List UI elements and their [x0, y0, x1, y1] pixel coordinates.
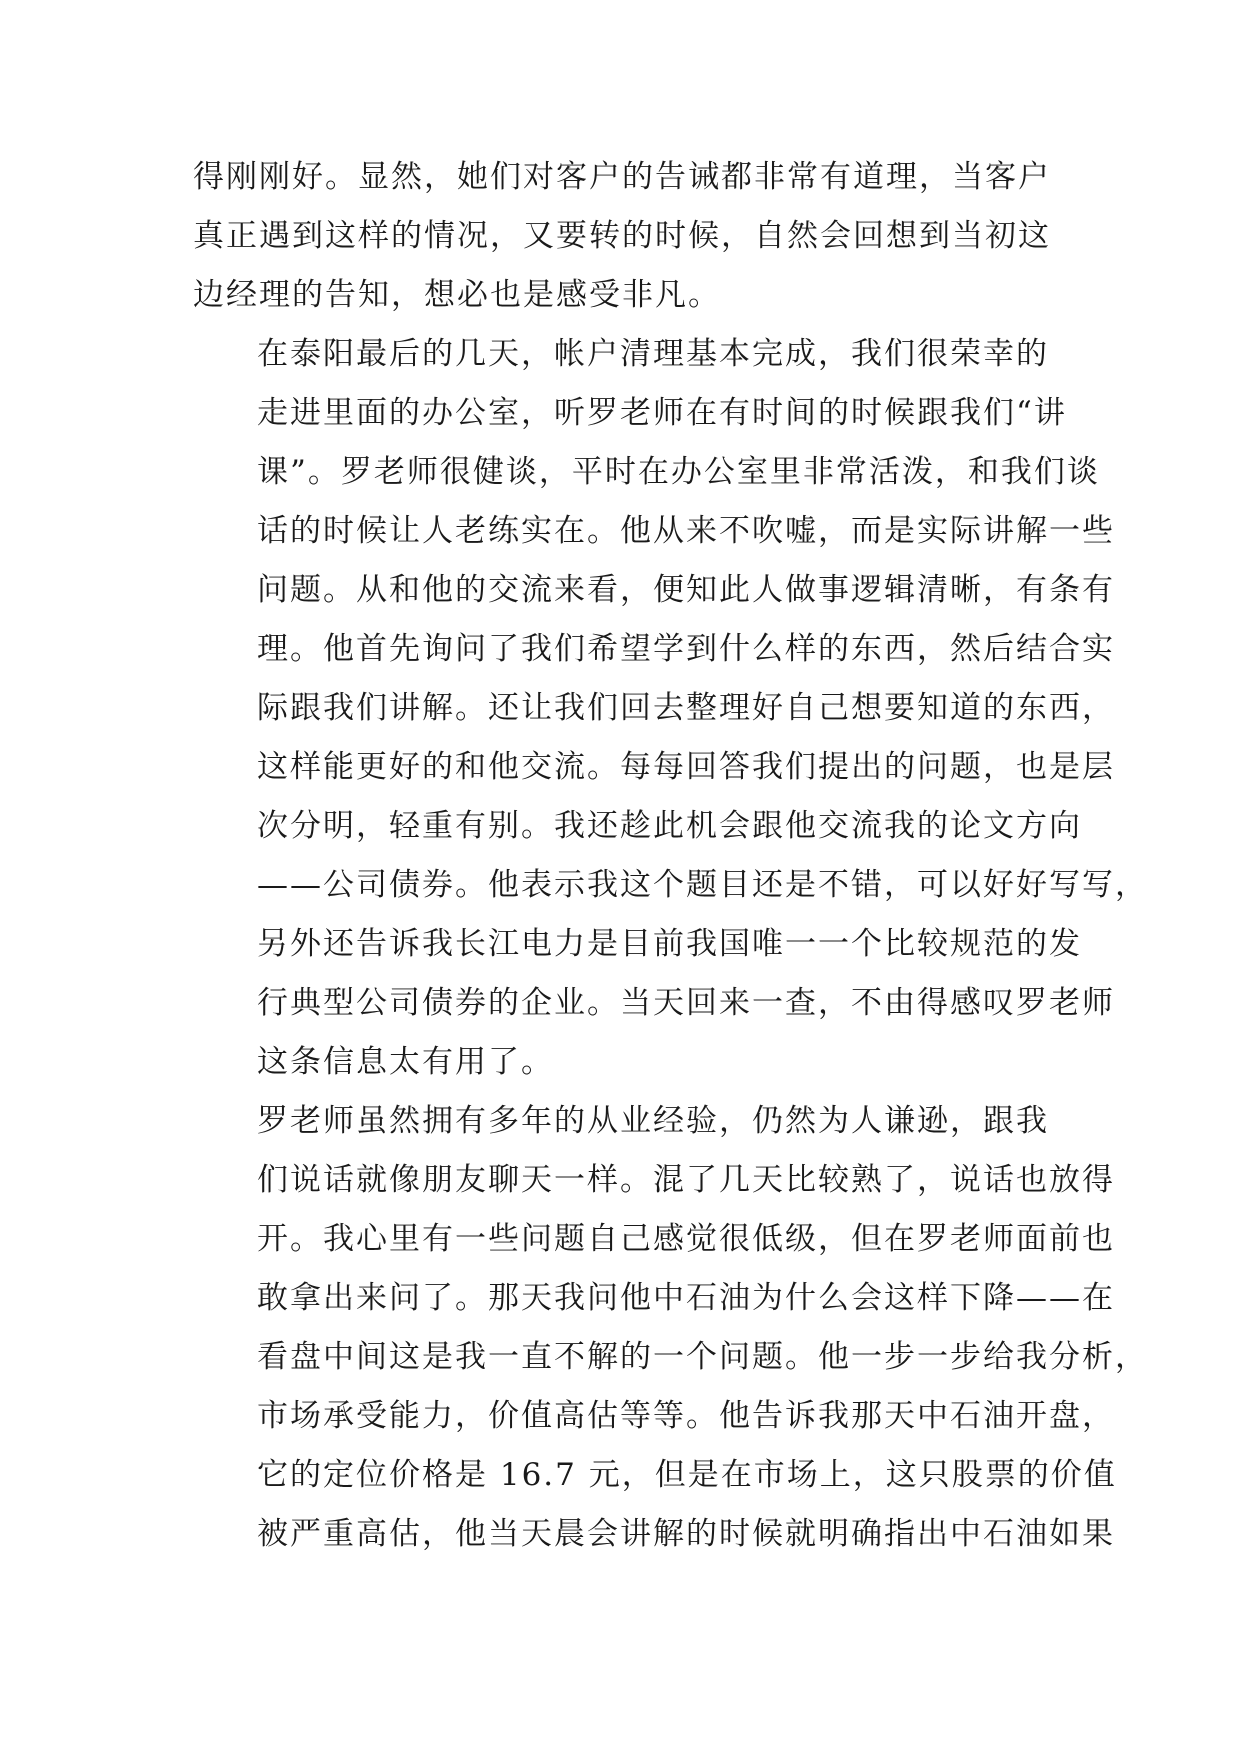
paragraph [193, 1092, 1148, 1564]
text-line: 行典型公司债券的企业。当天回来一查，不由得感叹罗老师 [257, 985, 1115, 1021]
body-text [193, 148, 1148, 1564]
text-line: 开。我心里有一些问题自己感觉很低级，但在罗老师面前也 [257, 1221, 1115, 1257]
paragraph [193, 325, 1148, 1092]
text-line: 课”。罗老师很健谈，平时在办公室里非常活泼，和我们谈 [257, 454, 1100, 490]
text-line: 在泰阳最后的几天，帐户清理基本完成，我们很荣幸的 [257, 336, 1049, 372]
text-line: 话的时候让人老练实在。他从来不吹嘘，而是实际讲解一些 [257, 513, 1115, 549]
text-line: 另外还告诉我长江电力是目前我国唯一一个比较规范的发 [257, 926, 1082, 962]
text-line: 它的定位价格是 16.7 元，但是在市场上，这只股票的价值 [257, 1457, 1117, 1493]
text-line: 看盘中间这是我一直不解的一个问题。他一步一步给我分析， [257, 1339, 1148, 1375]
text-line: 走进里面的办公室，听罗老师在有时间的时候跟我们“讲 [257, 395, 1067, 431]
text-line: 问题。从和他的交流来看，便知此人做事逻辑清晰，有条有 [257, 572, 1115, 608]
paragraph [193, 148, 1053, 325]
text-line: 边经理的告知，想必也是感受非凡。 [193, 277, 721, 313]
text-line: 们说话就像朋友聊天一样。混了几天比较熟了，说话也放得 [257, 1162, 1115, 1198]
text-line: 这样能更好的和他交流。每每回答我们提出的问题，也是层 [257, 749, 1115, 785]
text-line: 次分明，轻重有别。我还趁此机会跟他交流我的论文方向 [257, 808, 1082, 844]
text-line: 际跟我们讲解。还让我们回去整理好自己想要知道的东西， [257, 690, 1115, 726]
text-line: 真正遇到这样的情况，又要转的时候，自然会回想到当初这 [193, 218, 1051, 254]
text-line: 罗老师虽然拥有多年的从业经验，仍然为人谦逊，跟我 [257, 1103, 1049, 1139]
text-line: ——公司债券。他表示我这个题目还是不错，可以好好写写， [257, 867, 1148, 903]
text-line: 这条信息太有用了。 [257, 1044, 554, 1080]
text-line: 敢拿出来问了。那天我问他中石油为什么会这样下降——在 [257, 1280, 1115, 1316]
text-line: 得刚刚好。显然，她们对客户的告诫都非常有道理，当客户 [193, 159, 1051, 195]
text-line: 理。他首先询问了我们希望学到什么样的东西，然后结合实 [257, 631, 1115, 667]
text-line: 被严重高估，他当天晨会讲解的时候就明确指出中石油如果 [257, 1516, 1115, 1552]
text-line: 市场承受能力，价值高估等等。他告诉我那天中石油开盘， [257, 1398, 1115, 1434]
